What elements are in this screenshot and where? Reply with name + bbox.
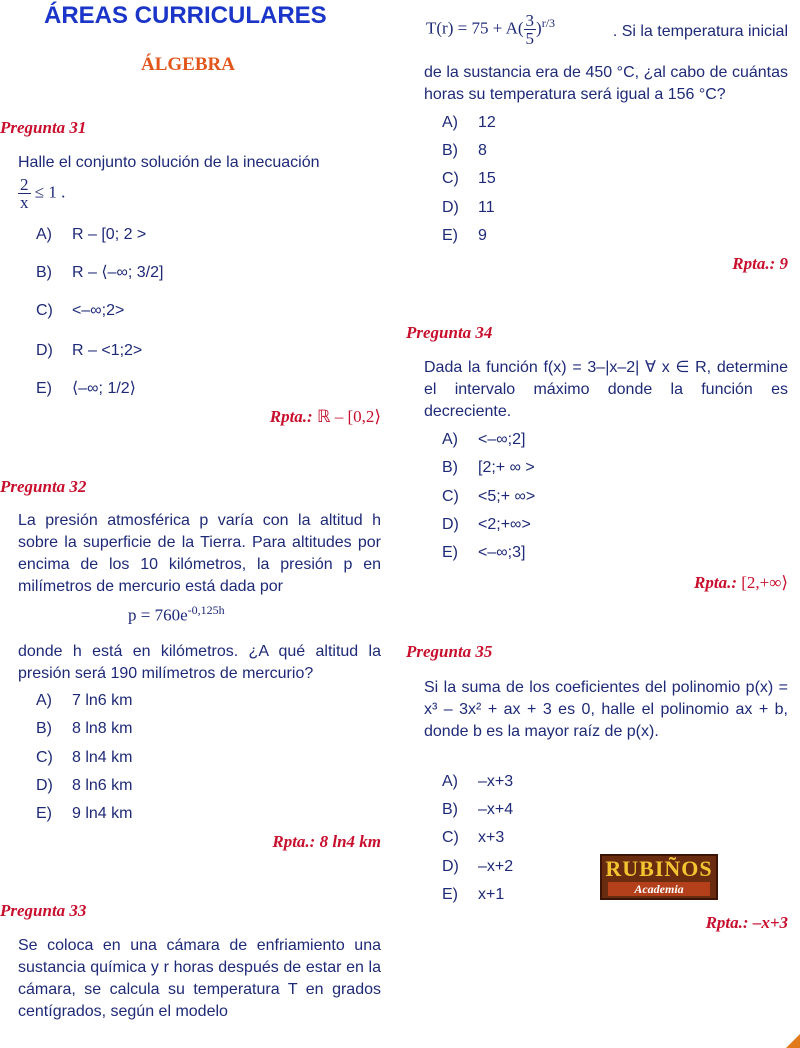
question-31-option: B) R – ⟨–∞; 3/2]	[36, 264, 164, 281]
logo-top-text: RUBIÑOS	[605, 856, 713, 881]
question-35-option: C) x+3	[442, 829, 505, 846]
question-32-option: E) 9 ln4 km	[36, 805, 133, 822]
question-32-option: B) 8 ln8 km	[36, 720, 133, 737]
question-34-option: E) <–∞;3]	[442, 544, 526, 561]
question-31-answer: Rpta.: ℝ – [0,2⟩	[269, 407, 381, 426]
question-35-option: B) –x+4	[442, 801, 514, 818]
question-34-option: B) [2;+ ∞ >	[442, 459, 535, 476]
question-33-option: C) 15	[442, 170, 496, 187]
question-34-answer: Rpta.: [2,+∞⟩	[694, 573, 788, 592]
question-35-option: A) –x+3	[442, 773, 514, 790]
question-33-option: D) 11	[442, 199, 495, 216]
question-33-option: B) 8	[442, 142, 487, 159]
question-32-answer: Rpta.: 8 ln4 km	[272, 832, 381, 851]
question-31-option: D) R – <1;2>	[36, 342, 143, 359]
subject-heading: ÁLGEBRA	[141, 54, 235, 75]
rubinos-academia-logo	[600, 854, 718, 900]
question-32-option: C) 8 ln4 km	[36, 749, 133, 766]
logo-bottom-text: Academia	[608, 882, 710, 896]
question-32-heading: Pregunta 32	[0, 477, 87, 496]
question-32-formula: $p = 760e^{-0,125h}$	[128, 603, 225, 625]
question-34-option: D) <2;+∞>	[442, 516, 531, 533]
question-32-option: D) 8 ln6 km	[36, 777, 133, 794]
question-31-heading: Pregunta 31	[0, 118, 87, 137]
q31-ineq-rest: ≤ 1 .	[34, 182, 66, 202]
page-corner-decoration	[786, 1034, 800, 1048]
question-35-option: E) x+1	[442, 886, 505, 903]
q31-frac-den: x	[20, 193, 29, 212]
question-31-option: E) ⟨–∞; 1/2⟩	[36, 380, 136, 397]
question-32-option: A) 7 ln6 km	[36, 692, 133, 709]
question-32-text-2: donde h está en kilómetros. ¿A qué altitud la presión será 190 milímetros de mercurio?	[18, 643, 381, 682]
question-33-text: Se coloca en una cámara de enfriamiento una sustancia química y r horas después de estar en la cámara, se calcula su temperatura T en grados centígrados, según el modelo	[18, 937, 381, 1020]
question-33-heading: Pregunta 33	[0, 901, 87, 920]
question-31-option: A) R – [0; 2 >	[36, 226, 147, 243]
question-31-text: Halle el conjunto solución de la inecuación	[18, 154, 320, 171]
question-35-answer: Rpta.: –x+3	[705, 913, 788, 932]
page-title: ÁREAS CURRICULARES	[44, 2, 327, 29]
question-33-option: E) 9	[442, 227, 487, 244]
question-31-inequality	[18, 176, 65, 211]
question-32-text: La presión atmosférica p varía con la altitud h sobre la superficie de la Tierra. Para altitudes por encima de los 10 kilómetros, la presión p en milímetros de mercurio está dada por	[18, 512, 381, 595]
question-33-formula: T(r) = 75 + A( $\frac{3}{5}$ )$^{r/3}$	[426, 11, 556, 48]
question-33-answer: Rpta.: 9	[732, 254, 788, 273]
q31-frac-num: 2	[20, 175, 29, 194]
question-33-text-cont: . Si la temperatura inicial	[612, 23, 788, 40]
question-34-option: C) <5;+ ∞>	[442, 488, 536, 505]
question-35-text: Si la suma de los coeficientes del polinomio p(x) = x³ – 3x² + ax + 3 es 0, halle el polinomio ax + b, donde b es la mayor raíz de p(x).	[424, 679, 788, 740]
question-31-option: C) <–∞;2>	[36, 302, 125, 319]
question-35-heading: Pregunta 35	[406, 642, 493, 661]
question-34-heading: Pregunta 34	[406, 323, 493, 342]
question-34-text: Dada la función f(x) = 3–|x–2| ∀ x ∈ R, determine el intervalo máximo donde la función es decreciente.	[424, 359, 788, 420]
question-34-option: A) <–∞;2]	[442, 431, 526, 448]
question-35-option: D) –x+2	[442, 858, 514, 875]
question-33-option: A) 12	[442, 114, 496, 131]
question-33-text-2: de la sustancia era de 450 °C, ¿al cabo de cuántas horas su temperatura será igual a 156 °C?	[424, 64, 788, 103]
